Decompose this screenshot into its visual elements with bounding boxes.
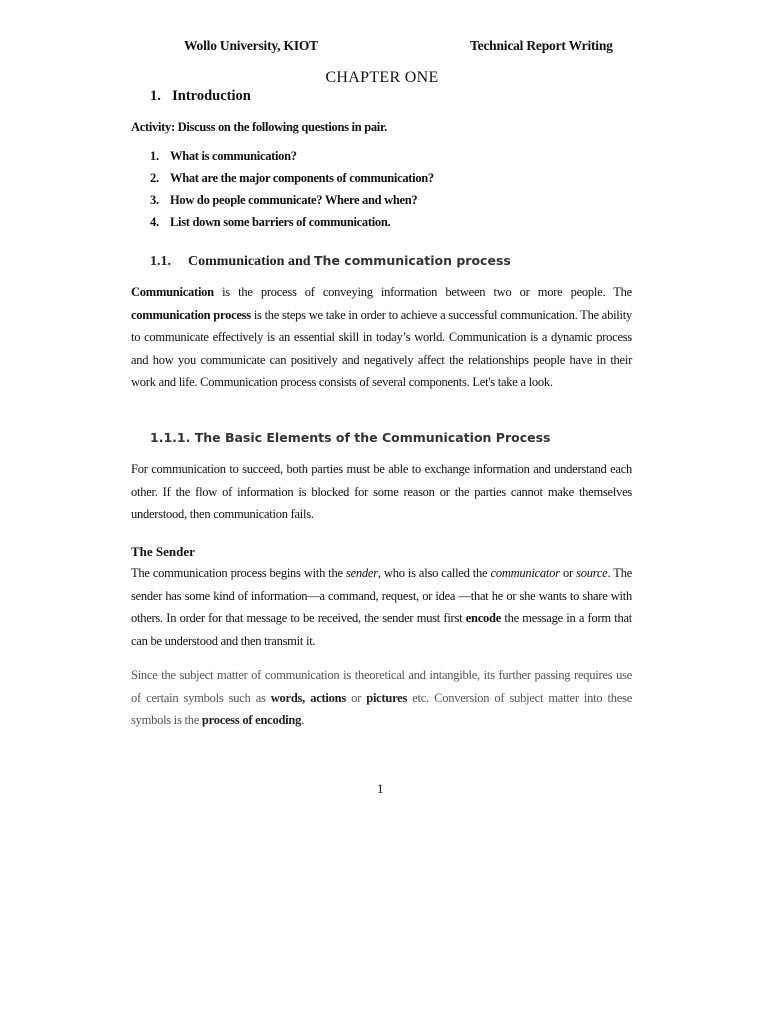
- paragraph-basic-elements: For communication to succeed, both parties must be able to exchange information and understand each other. If the flow of information is blocked for some reason or the parties cannot make themselves understood, then communication fails.: [131, 462, 632, 521]
- list-item: [150, 145, 434, 167]
- activity-prompt: Activity: Discuss on the following questions in pair.: [131, 120, 387, 134]
- paragraph-text: The communication process begins with the: [131, 566, 347, 580]
- paragraph-text: is the process of conveying information between two or more people. The: [213, 285, 632, 299]
- paragraph-text: . The sender has some kind of information—a command, request, or idea —that he or she wants to share with others. In order for that message to be received, the sender must first: [131, 566, 632, 625]
- paragraph-text: .: [301, 713, 304, 727]
- sender-heading: The Sender: [131, 544, 195, 559]
- intro-title: Introduction: [172, 88, 251, 104]
- list-item: [150, 211, 434, 233]
- paragraph-text: or: [559, 566, 577, 580]
- paragraph-text: etc. Conversion of subject matter into these symbols is the: [131, 690, 632, 727]
- section-number: 1.1.: [150, 254, 171, 269]
- bold-term: communication process: [131, 307, 251, 322]
- bold-term: encode: [465, 611, 501, 625]
- section-title-a: Communication and: [188, 254, 311, 269]
- question-number: 2.: [150, 171, 159, 185]
- question-text: List down some barriers of communication.: [170, 215, 391, 229]
- page-number: 1: [377, 781, 384, 796]
- question-list: [150, 145, 434, 233]
- paragraph-communication: [131, 281, 632, 394]
- chapter-title: CHAPTER ONE: [325, 69, 439, 86]
- paragraph-sender: [131, 562, 632, 652]
- italic-term: sender: [346, 566, 378, 580]
- header-right: Technical Report Writing: [470, 38, 613, 53]
- section-title-b: The communication process: [314, 253, 511, 268]
- paragraph-encoding: [131, 664, 632, 732]
- paragraph-text: the message in a form that can be understood and then transmit it.: [131, 611, 632, 648]
- paragraph-text: , who is also called the: [377, 566, 491, 580]
- paragraph-text: or: [345, 690, 367, 705]
- bold-term: process of encoding: [201, 713, 302, 727]
- section-heading-1-1-1: 1.1.1. The Basic Elements of the Communication Process: [150, 430, 551, 445]
- intro-number: 1.: [150, 88, 161, 104]
- header-left: Wollo University, KIOT: [184, 38, 318, 53]
- section-heading-1-1: [150, 253, 511, 270]
- italic-term: source: [576, 566, 608, 580]
- intro-heading: [150, 88, 251, 105]
- italic-term: communicator: [490, 566, 560, 580]
- question-number: 3.: [150, 193, 159, 207]
- question-number: 1.: [150, 149, 159, 163]
- list-item: [150, 189, 434, 211]
- bold-term: words, actions: [270, 690, 346, 705]
- question-text: What is communication?: [170, 149, 297, 163]
- question-text: What are the major components of communication?: [170, 171, 434, 185]
- question-number: 4.: [150, 215, 159, 229]
- paragraph-text: is the steps we take in order to achieve a successful communication. The ability to communicate effectively is an essential skill in today’s world. Communication is a dynamic process and how you communicate can positively and negatively affect the relationships people have in their work and life. Communication process consists of several components. Let's take a look.: [131, 307, 632, 389]
- bold-term: pictures: [366, 690, 408, 705]
- paragraph-text: Since the subject matter of communication is theoretical and intangible, its further passing requires use of certain symbols such as: [131, 668, 632, 705]
- bold-term: Communication: [131, 285, 214, 299]
- list-item: [150, 167, 434, 189]
- question-text: How do people communicate? Where and when?: [170, 193, 418, 207]
